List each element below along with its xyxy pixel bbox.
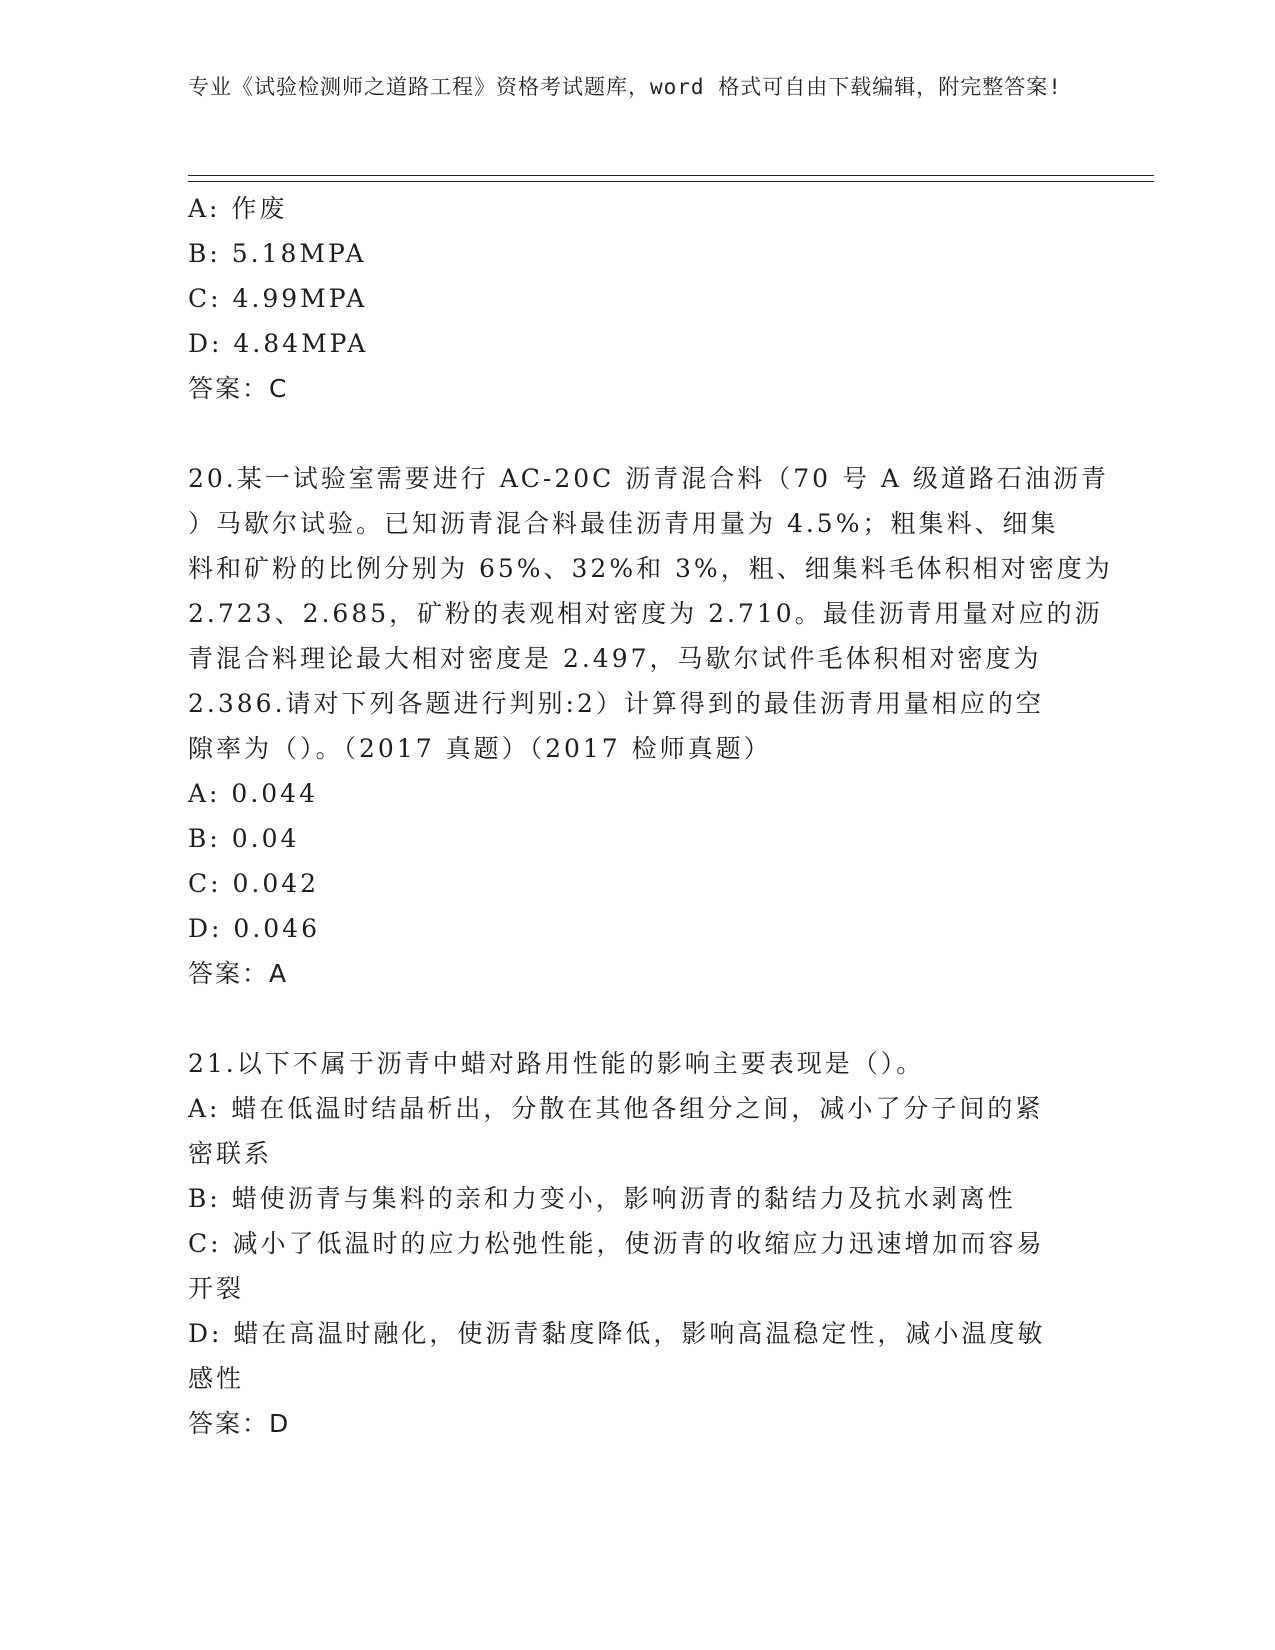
q19-option-b: B: 5.18MPA: [188, 239, 367, 268]
q21-option-a-line-1: A: 蜡在低温时结晶析出，分散在其他各组分之间，减小了分子间的紧: [188, 1094, 1044, 1123]
header-divider-top: [188, 175, 1154, 176]
q19-answer: 答案：C: [188, 374, 289, 403]
q20-stem-line-3: 料和矿粉的比例分别为 65%、32%和 3%，粗、细集料毛体积相对密度为: [188, 554, 1113, 583]
q21-answer: 答案：D: [188, 1409, 291, 1438]
document-header: 专业《试验检测师之道路工程》资格考试题库，word 格式可自由下载编辑，附完整答案!: [188, 75, 1062, 99]
q19-option-d: D: 4.84MPA: [188, 329, 369, 358]
q21-option-c-line-1: C: 减小了低温时的应力松弛性能，使沥青的收缩应力迅速增加而容易: [188, 1229, 1045, 1258]
q20-stem-line-6: 2.386.请对下列各题进行判别:2）计算得到的最佳沥青用量相应的空: [188, 689, 1044, 718]
q20-option-d: D: 0.046: [188, 914, 320, 943]
q21-option-d-line-1: D: 蜡在高温时融化，使沥青黏度降低，影响高温稳定性，减小温度敏: [188, 1319, 1046, 1348]
q19-option-c: C: 4.99MPA: [188, 284, 368, 313]
q20-stem-line-2: ）马歇尔试验。已知沥青混合料最佳沥青用量为 4.5%；粗集料、细集: [188, 509, 1059, 538]
q19-option-a: A: 作废: [188, 194, 288, 223]
q21-option-c-line-2: 开裂: [188, 1274, 245, 1303]
q21-stem: 21.以下不属于沥青中蜡对路用性能的影响主要表现是（）。: [188, 1049, 925, 1078]
q20-stem-line-5: 青混合料理论最大相对密度是 2.497，马歇尔试件毛体积相对密度为: [188, 644, 1042, 673]
q20-answer: 答案：A: [188, 959, 289, 988]
q21-option-d-line-2: 感性: [188, 1364, 245, 1393]
q21-option-a-line-2: 密联系: [188, 1139, 273, 1168]
header-divider-bottom: [188, 181, 1154, 182]
q20-stem-line-7: 隙率为（）。（2017 真题）（2017 检师真题）: [188, 734, 772, 763]
q20-option-a: A: 0.044: [188, 779, 318, 808]
q21-option-b: B: 蜡使沥青与集料的亲和力变小，影响沥青的黏结力及抗水剥离性: [188, 1184, 1016, 1213]
q20-option-c: C: 0.042: [188, 869, 320, 898]
q20-option-b: B: 0.04: [188, 824, 300, 853]
q20-stem-line-4: 2.723、2.685，矿粉的表观相对密度为 2.710。最佳沥青用量对应的沥: [188, 599, 1103, 628]
q20-stem-line-1: 20.某一试验室需要进行 AC-20C 沥青混合料（70 号 A 级道路石油沥青: [188, 464, 1109, 493]
